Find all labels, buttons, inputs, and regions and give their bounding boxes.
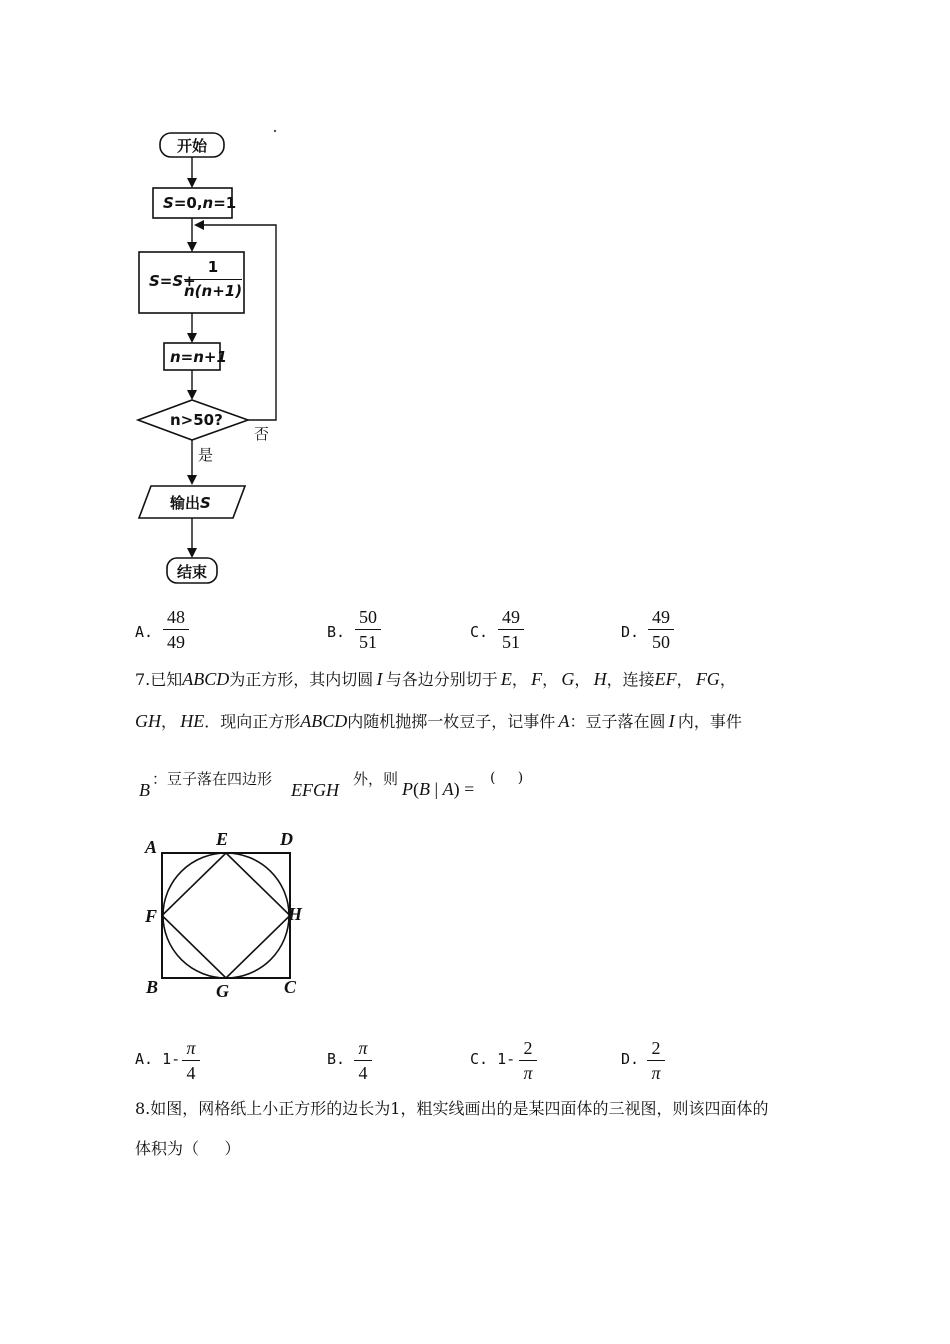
update-numerator: 1 bbox=[207, 258, 219, 276]
start-label: 开始 bbox=[177, 137, 208, 155]
label-d: D bbox=[280, 829, 293, 849]
q7-option-d-fraction: 2 π bbox=[647, 1037, 665, 1084]
q6-option-a-letter: A. bbox=[135, 623, 154, 641]
q7-answer-paren: ( ) bbox=[490, 770, 524, 786]
q7-line-1: 7.已知ABCD为正方形，其内切圆 I 与各边分别切于 E， F， G， H，连接EF， FG， bbox=[135, 669, 736, 689]
update-lhs: S=S+ bbox=[149, 272, 196, 290]
condition-label: n>50? bbox=[170, 411, 223, 429]
q6-option-c-letter: C. bbox=[470, 623, 489, 641]
q7-line-2: GH， HE．现向正方形ABCD内随机抛掷一枚豆子，记事件 A：豆子落在圆 I 内，事件 bbox=[135, 711, 742, 731]
q7-event-b-desc: ：豆子落在四边形 bbox=[152, 770, 273, 788]
q6-option-d-fraction: 49 50 bbox=[648, 606, 674, 653]
label-a: A bbox=[145, 837, 158, 857]
q7-option-d: D. bbox=[621, 1050, 640, 1068]
q7-option-b-fraction: π 4 bbox=[354, 1037, 372, 1084]
q7-option-c: C. 1- bbox=[470, 1050, 516, 1068]
q7-option-b: B. bbox=[327, 1050, 346, 1068]
label-b: B bbox=[146, 977, 159, 997]
end-label: 结束 bbox=[177, 563, 208, 581]
q7-probability: P(B | A) = bbox=[402, 779, 475, 799]
q8-line-2: 体积为（ ） bbox=[135, 1139, 241, 1158]
init-label: S=0,n=1 bbox=[163, 194, 237, 212]
label-f: F bbox=[145, 906, 158, 926]
q7-outside: 外，则 bbox=[353, 770, 399, 788]
label-g: G bbox=[216, 981, 229, 1001]
q7-option-c-fraction: 2 π bbox=[519, 1037, 537, 1084]
output-label: 输出S bbox=[170, 494, 211, 512]
flowchart bbox=[0, 0, 950, 600]
q6-option-a-fraction: 48 49 bbox=[163, 606, 189, 653]
q6-option-d-letter: D. bbox=[621, 623, 640, 641]
incircle-i bbox=[163, 853, 289, 978]
update-fraction bbox=[184, 258, 242, 301]
label-e: E bbox=[216, 829, 229, 849]
q7-option-a: A. 1- bbox=[135, 1050, 181, 1068]
yes-label: 是 bbox=[198, 446, 214, 464]
increment-label: n=n+1 bbox=[170, 348, 227, 366]
update-denominator: n(n+1) bbox=[184, 282, 243, 300]
q7-event-b: B bbox=[139, 780, 150, 800]
q8-line-1: 8.如图，网格纸上小正方形的边长为1，粗实线画出的是某四面体的三视图，则该四面体的 bbox=[135, 1099, 769, 1118]
q7-option-a-fraction: π 4 bbox=[182, 1037, 200, 1084]
q7-efgh: EFGH bbox=[291, 780, 339, 800]
stray-dot bbox=[274, 130, 276, 132]
q6-option-c-fraction: 49 51 bbox=[498, 606, 524, 653]
no-label: 否 bbox=[254, 425, 270, 443]
q6-option-b-fraction: 50 51 bbox=[355, 606, 381, 653]
q6-option-b-letter: B. bbox=[327, 623, 346, 641]
label-c: C bbox=[284, 977, 297, 997]
label-h: H bbox=[288, 904, 303, 924]
